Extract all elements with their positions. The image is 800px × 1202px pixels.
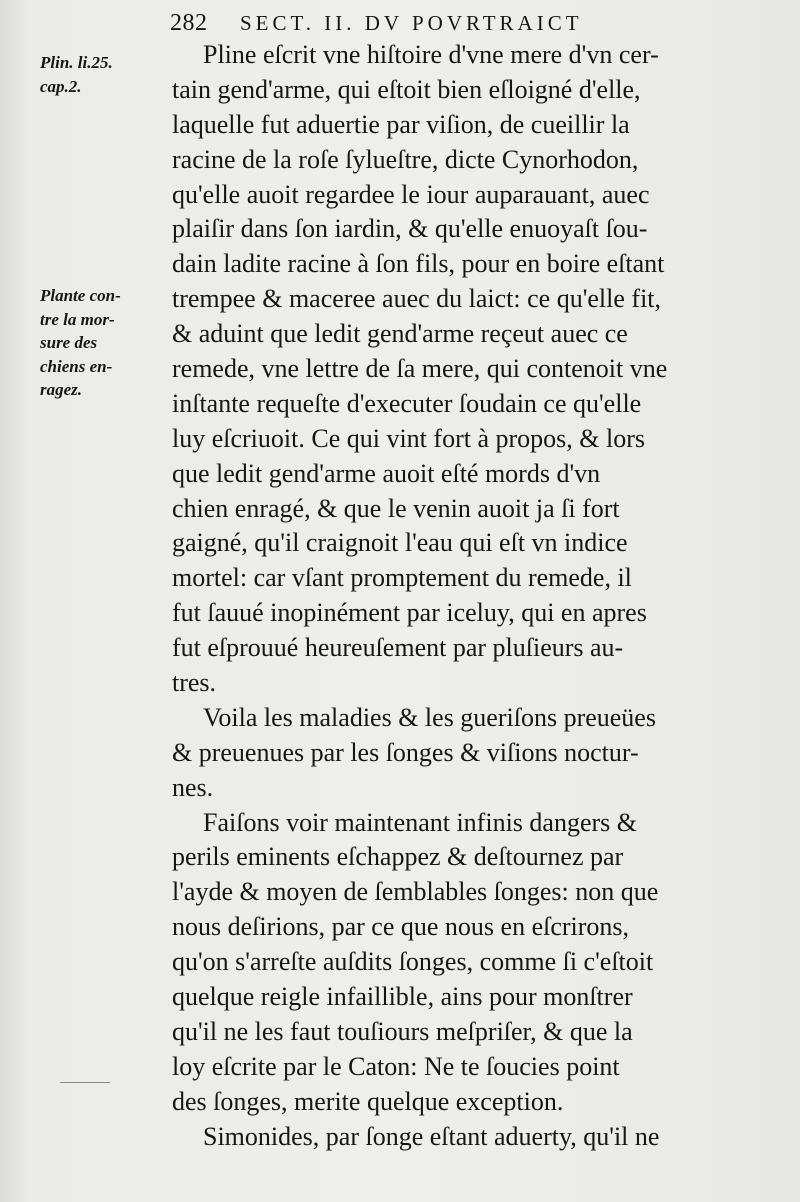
text-line: chien enragé, & que le venin auoit ja ſi fort [172, 493, 620, 523]
text-line: plaiſir dans ſon iardin, & qu'elle enuoyaſt ſou- [172, 214, 648, 244]
text-line: tres. [172, 668, 217, 698]
text-line: fut ſauué inopinément par iceluy, qui en apres [172, 598, 647, 628]
text-line: nous deſirions, par ce que nous en eſcrirons, [172, 912, 630, 942]
text-line: luy eſcriuoit. Ce qui vint fort à propos, & lors [172, 423, 645, 453]
text-line: fut eſprouué heureuſement par pluſieurs au- [172, 633, 624, 663]
page-header [170, 10, 583, 37]
margin-rule [60, 1082, 110, 1083]
text-line: l'ayde & moyen de ſemblables ſonges: non que [172, 877, 659, 907]
text-line: Faiſons voir maintenant infinis dangers & [203, 807, 637, 837]
text-line: racine de la roſe ſylueſtre, dicte Cynorhodon, [172, 144, 639, 174]
margin-note-citation [40, 51, 165, 98]
text-line: dain ladite racine à ſon fils, pour en boire eſtant [172, 249, 665, 279]
paragraph [172, 38, 762, 701]
text-line: perils eminents eſchappez & deſtournez par [172, 842, 624, 872]
text-line: Simonides, par ſonge eſtant aduerty, qu'il ne [203, 1121, 660, 1151]
paragraph [172, 806, 762, 1120]
text-line: qu'on s'arreſte auſdits ſonges, comme ſi c'eſtoit [172, 947, 654, 977]
text-line: qu'il ne les faut touſiours meſpriſer, & que la [172, 1016, 633, 1046]
margin-note-line: Plante con- [40, 286, 121, 305]
paragraph [172, 1120, 762, 1155]
text-line: trempee & maceree auec du laict: ce qu'elle fit, [172, 284, 662, 314]
text-line: inſtante requeſte d'executer ſoudain ce qu'elle [172, 388, 642, 418]
text-line: & preuenues par les ſonges & viſions noctur- [172, 737, 639, 767]
margin-note-line: sure des [40, 333, 98, 352]
page-number: 282 [170, 10, 208, 36]
running-head: SECT. II. DV POVRTRAICT [240, 11, 583, 35]
text-line: tain gend'arme, qui eſtoit bien eſloigné d'elle, [172, 74, 641, 104]
text-line: gaigné, qu'il craignoit l'eau qui eſt vn indice [172, 528, 628, 558]
margin-note-line: Plin. li.25. [40, 53, 113, 72]
margin-note-line: chiens en- [40, 356, 113, 376]
text-line: quelque reigle infaillible, ains pour monſtrer [172, 982, 633, 1012]
margin-note-remedy [40, 284, 165, 402]
body-text [172, 38, 762, 1155]
text-line: Voila les maladies & les gueriſons preueües [203, 702, 656, 732]
margin-note-line: ragez. [40, 380, 83, 399]
paragraph [172, 701, 762, 806]
text-line: laquelle fut aduertie par viſion, de cueillir la [172, 109, 630, 139]
text-line: que ledit gend'arme auoit eſté mords d'vn [172, 458, 601, 488]
text-line: loy eſcrite par le Caton: Ne te ſoucies point [172, 1051, 620, 1081]
text-line: des ſonges, merite quelque exception. [172, 1086, 564, 1116]
text-line: Pline eſcrit vne hiſtoire d'vne mere d'vn cer- [203, 40, 659, 69]
margin-note-line: cap.2. [40, 76, 82, 96]
text-line: remede, vne lettre de ſa mere, qui contenoit vne [172, 354, 668, 384]
text-line: mortel: car vſant promptement du remede, il [172, 563, 632, 593]
text-line: & aduint que ledit gend'arme reçeut auec ce [172, 319, 628, 349]
margin-note-line: tre la mor- [40, 309, 115, 329]
text-line: qu'elle auoit regardee le iour auparauant, auec [172, 179, 650, 209]
text-line: nes. [172, 772, 214, 802]
